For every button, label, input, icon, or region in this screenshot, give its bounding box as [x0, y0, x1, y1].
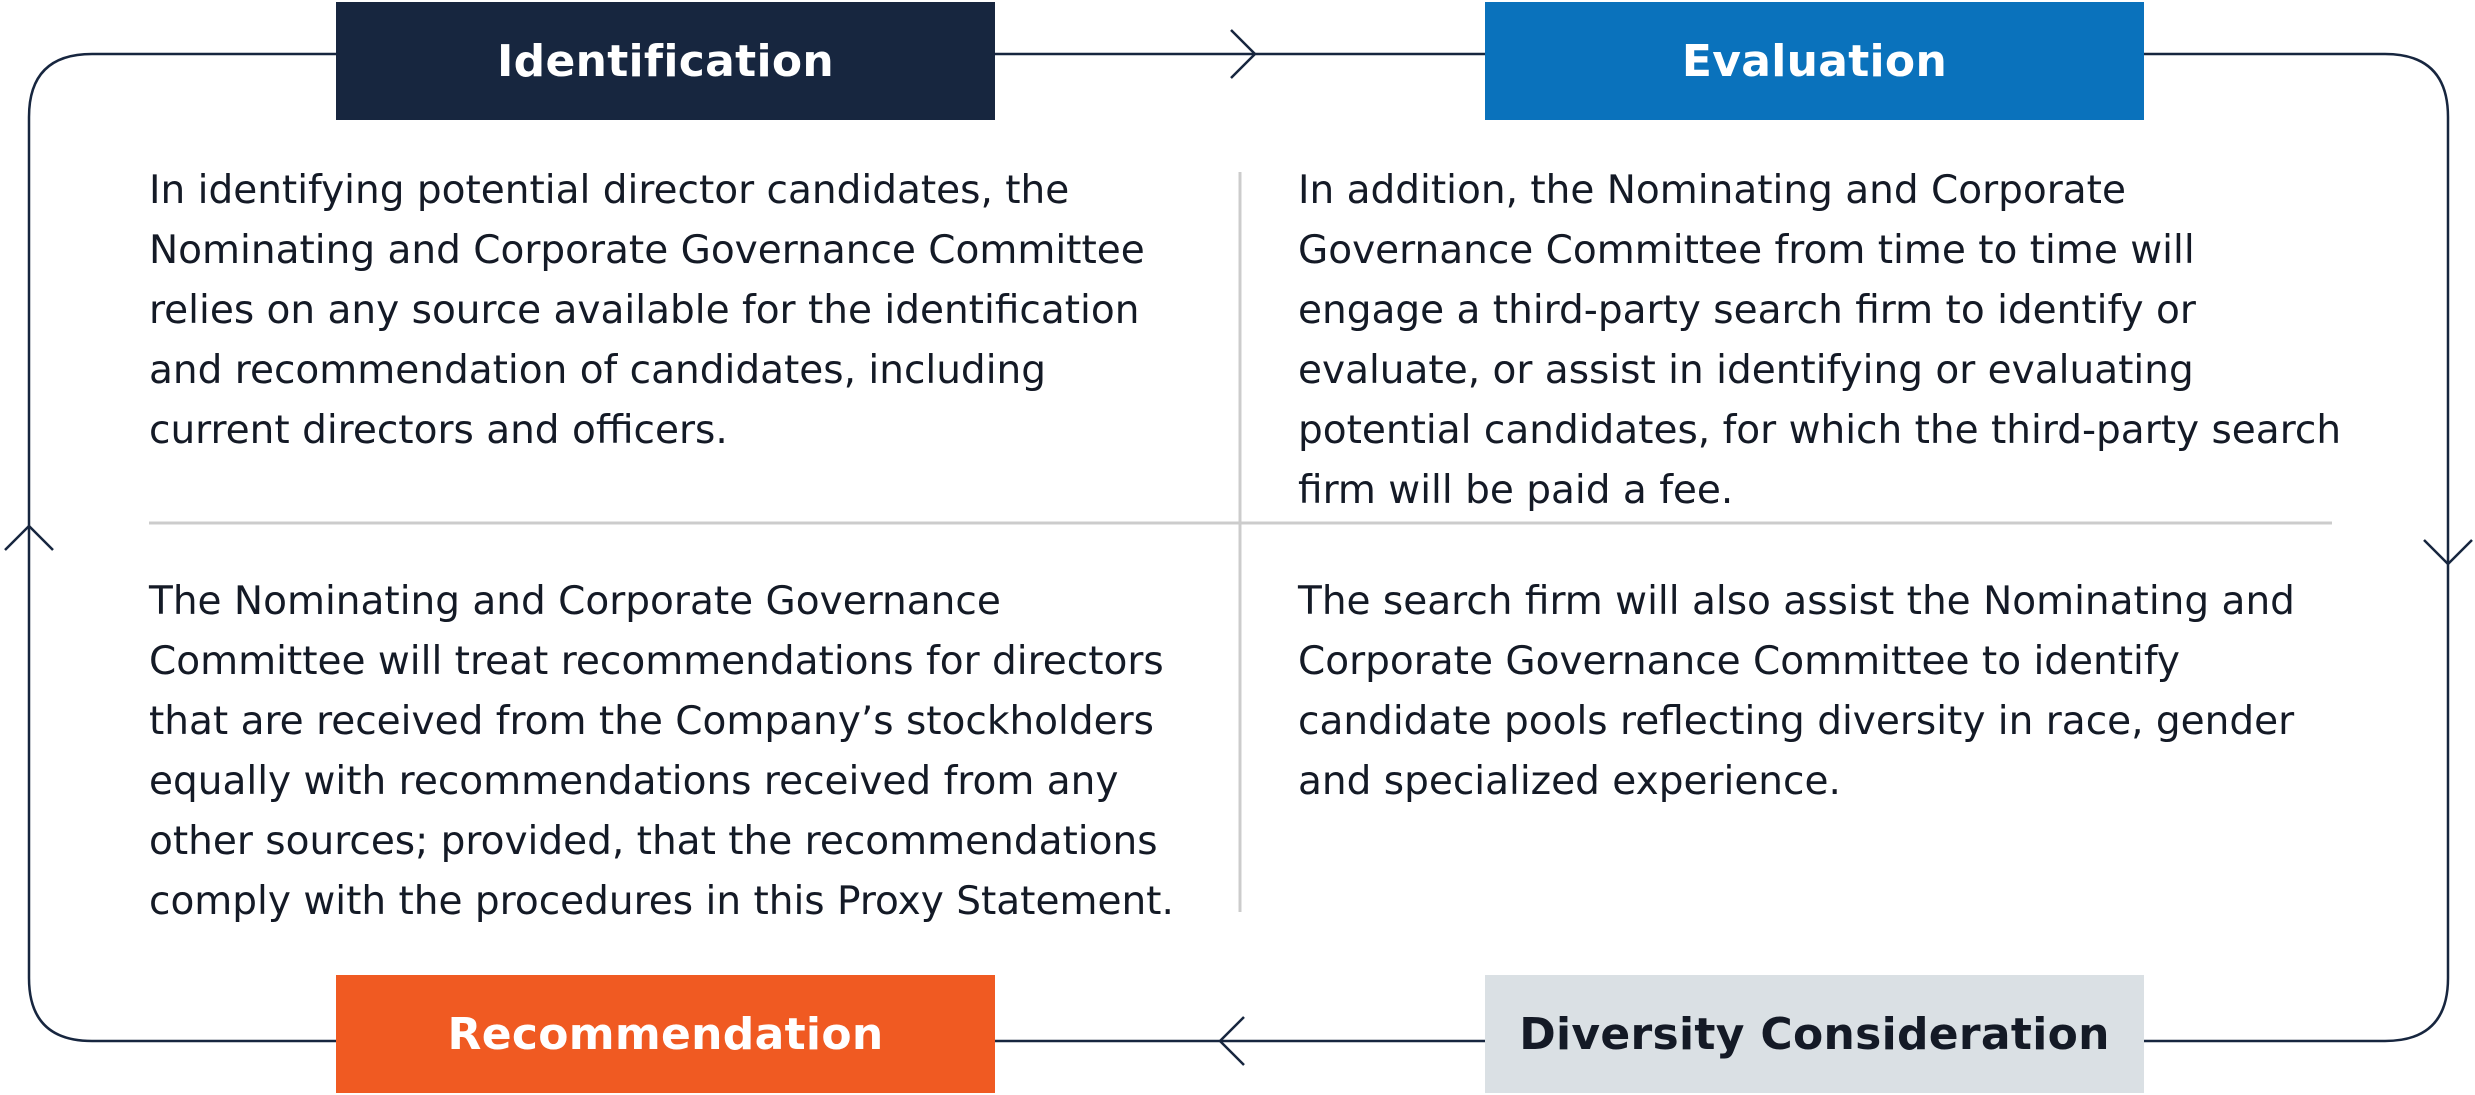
stage-evaluation-box	[1485, 2, 2144, 120]
stage-evaluation-label: Evaluation	[1681, 35, 1948, 87]
stage-identification-label: Identification	[496, 35, 834, 87]
stage-diversity-consideration-label: Diversity Consideration	[1519, 1008, 2110, 1060]
recommendation-description: The Nominating and Corporate Governance Committee will treat recommendations for directors that are received from the Company’s stockholders equally with recommendations received from any other sources; provided, that the recommendations comply with the procedures in this Proxy Statement.	[149, 579, 1174, 924]
diversity-consideration-description: The search firm will also assist the Nominating and Corporate Governance Committee to identify candidate pools reflecting diversity in race, gender and specialized experience.	[1298, 579, 2295, 804]
evaluation-description: In addition, the Nominating and Corporate Governance Committee from time to time will engage a third-party search firm to identify or evaluate, or assist in identifying or evaluating potential candidates, for which the third-party search firm will be paid a fee.	[1298, 168, 2342, 513]
stage-diversity-consideration-box	[1485, 975, 2144, 1093]
stage-identification-box	[336, 2, 995, 120]
identification-description: In identifying potential director candidates, the Nominating and Corporate Governance Committee relies on any source available for the identification and recommendation of candidates, including current directors and officers.	[149, 168, 1145, 453]
stage-recommendation-box	[336, 975, 995, 1093]
stage-recommendation-label: Recommendation	[447, 1008, 884, 1060]
